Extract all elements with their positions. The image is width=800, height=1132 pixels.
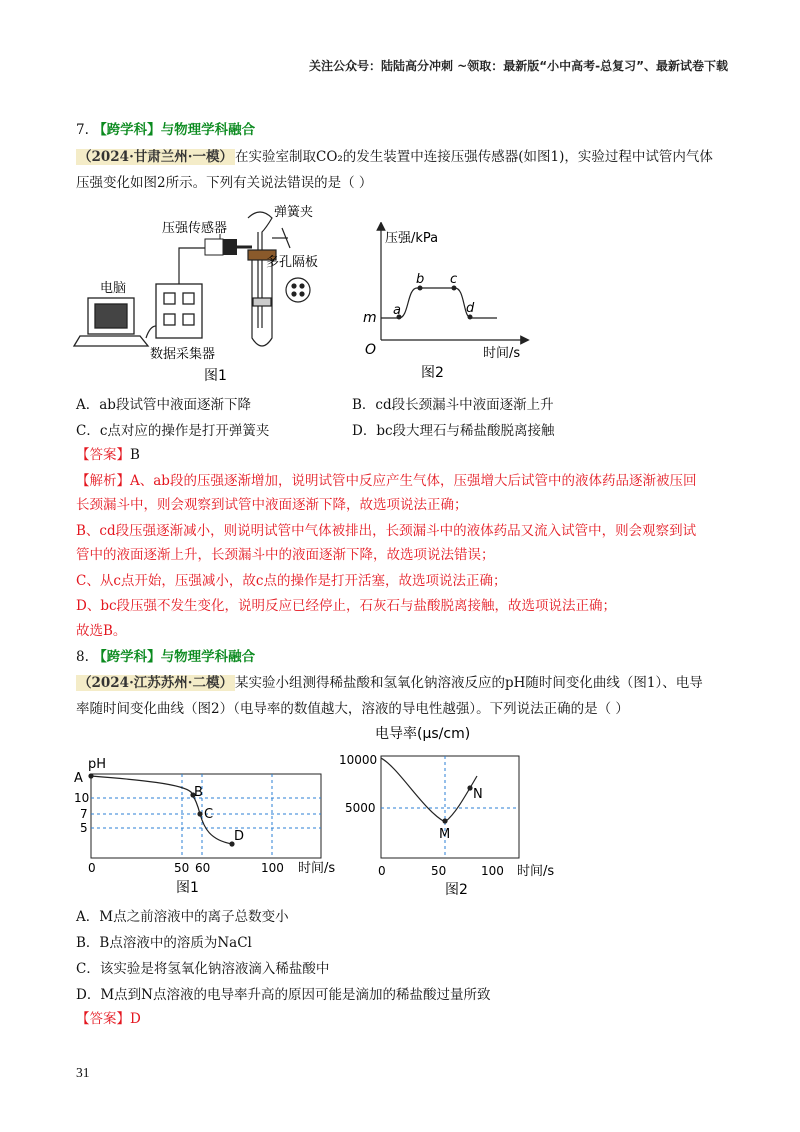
ph-xtick-100: 100 — [261, 861, 284, 875]
ph-ytick-5: 5 — [80, 821, 88, 835]
conductivity-gridlines — [381, 756, 519, 858]
conductivity-xtick-50: 50 — [431, 864, 447, 878]
q7-tag: 【跨学科】 — [93, 122, 161, 138]
q8-stem-text1: 某实验小组测得稀盐酸和氢氧化钠溶液反应的pH随时间变化曲线（图1）、电导 — [234, 675, 703, 691]
q7-stem-line2: 压强变化如图2所示。下列有关说法错误的是（ ） — [76, 175, 373, 191]
label-c: c — [450, 272, 458, 287]
q8-figure-2 — [335, 718, 565, 898]
data-collector-icon — [156, 284, 202, 338]
ph-xlabel: 时间/s — [298, 861, 336, 876]
clip-label: 弹簧夹 — [274, 205, 314, 220]
q7-fig2-caption: 图2 — [421, 365, 444, 381]
label-n: N — [473, 787, 483, 802]
q7-analysis-line2: 长颈漏斗中，则会观察到试管中液面逐渐下降，故选项说法正确； — [76, 497, 468, 513]
ph-xtick-60: 60 — [195, 861, 211, 875]
q7-fig2-ylabel: 压强/kPa — [385, 231, 439, 246]
q8-number: 8. — [76, 649, 89, 665]
q8-topic: 与物理学科融合 — [160, 649, 256, 665]
q7-option-b: B．cd段长颈漏斗中液面逐渐上升 — [352, 397, 554, 413]
q8-fig1-caption: 图1 — [176, 880, 199, 896]
q7-analysis-line6: D、bc段压强不发生变化，说明反应已经停止，石灰石与盐酸脱离接触，故选项说法正确； — [76, 598, 617, 614]
page-header: 关注公众号：陆陆高分冲刺 ~领取：最新版“小中高考-总复习”、最新试卷下载 — [309, 59, 728, 73]
q8-figure-1 — [72, 748, 347, 898]
q7-fig1-caption: 图1 — [204, 368, 227, 384]
q8-option-c: C．该实验是将氢氧化钠溶液滴入稀盐酸中 — [76, 961, 330, 977]
ph-xtick-50: 50 — [174, 861, 190, 875]
ph-point-a — [88, 773, 93, 778]
conductivity-xtick-100: 100 — [481, 864, 504, 878]
label-d: d — [466, 301, 475, 316]
computer-icon — [74, 298, 148, 346]
point-m — [442, 818, 447, 823]
q7-analysis-line7: 故选B。 — [76, 623, 127, 639]
q8-option-a: A．M点之前溶液中的离子总数变小 — [76, 909, 289, 925]
q8-tag: 【跨学科】 — [93, 649, 161, 665]
q7-option-d: D．bc段大理石与稀盐酸脱离接触 — [352, 423, 555, 439]
q7-analysis-line3: B、cd段压强逐渐减小，则说明试管中气体被排出，长颈漏斗中的液体药品又流入试管中，则会观察到试 — [76, 523, 697, 539]
q8-option-b: B．B点溶液中的溶质为NaCl — [76, 935, 252, 951]
q7-title — [76, 120, 255, 140]
computer-label: 电脑 — [100, 281, 127, 296]
ph-ytick-10: 10 — [74, 791, 90, 805]
conductivity-plot-frame — [381, 756, 519, 858]
origin-label: O — [365, 342, 377, 358]
ph-label-b: B — [194, 785, 203, 800]
m-label: m — [363, 310, 377, 326]
ph-point-c — [197, 811, 202, 816]
q8-answer-value: D — [130, 1011, 141, 1027]
q7-answer-label: 【答案】 — [76, 447, 130, 463]
q7-stem-text1: 在实验室制取CO₂的发生装置中连接压强传感器(如图1)，实验过程中试管内气体 — [234, 149, 713, 165]
sensor-label: 压强传感器 — [162, 221, 228, 236]
q8-answer-label: 【答案】 — [76, 1011, 130, 1027]
q7-answer-value: B — [130, 447, 140, 463]
test-tube-apparatus-icon — [248, 212, 310, 346]
conductivity-ytick-10000: 10000 — [339, 753, 378, 767]
ph-xtick-0: 0 — [88, 861, 96, 875]
q7-option-c: C．c点对应的操作是打开弹簧夹 — [76, 423, 270, 439]
point-n — [467, 785, 472, 790]
q7-figure-2 — [355, 222, 545, 382]
ph-label-d: D — [234, 829, 245, 844]
ph-label-a: A — [74, 771, 83, 786]
q7-analysis-line4: 管中的液面逐渐上升，长颈漏斗中的液面逐渐下降，故选项说法错误； — [76, 547, 495, 563]
q7-number: 7. — [76, 122, 89, 138]
conductivity-ylabel: 电导率(μs/cm) — [375, 726, 471, 742]
q7-analysis-line5: C、从c点开始，压强减小，故c点的操作是打开活塞，故选项说法正确； — [76, 573, 507, 589]
q7-fig2-xlabel: 时间/s — [483, 346, 521, 361]
ph-ytick-7: 7 — [80, 807, 88, 821]
conductivity-xlabel: 时间/s — [517, 864, 555, 879]
q8-option-d: D．M点到N点溶液的电导率升高的原因可能是滴加的稀盐酸过量所致 — [76, 987, 491, 1003]
collector-label: 数据采集器 — [150, 347, 216, 362]
label-a: a — [393, 303, 401, 318]
conductivity-curve — [381, 758, 477, 822]
q7-source: （2024·甘肃兰州·一模） — [78, 149, 233, 165]
q8-fig2-caption: 图2 — [445, 882, 468, 898]
label-b: b — [416, 272, 425, 287]
q7-stem-line1 — [76, 147, 713, 167]
q8-source: （2024·江苏苏州·二模） — [78, 675, 233, 691]
conductivity-ytick-5000: 5000 — [345, 801, 376, 815]
ph-ylabel: pH — [88, 757, 107, 772]
conductivity-xtick-0: 0 — [378, 864, 386, 878]
pressure-sensor-icon — [205, 239, 252, 255]
q8-stem-line1 — [76, 673, 703, 693]
plate-label: 多孔隔板 — [266, 255, 319, 270]
q7-figure-1 — [70, 198, 370, 388]
ph-label-c: C — [204, 807, 214, 822]
q7-topic: 与物理学科融合 — [160, 122, 256, 138]
label-m: M — [439, 827, 451, 842]
q7-analysis-line1: 【解析】A、ab段的压强逐渐增加，说明试管中反应产生气体，压强增大后试管中的液体药品逐渐被压回 — [76, 473, 697, 489]
page-number: 31 — [76, 1065, 90, 1080]
q8-title — [76, 647, 255, 667]
q8-answer — [76, 1009, 141, 1029]
q7-option-a: A．ab段试管中液面逐渐下降 — [76, 397, 251, 413]
q8-stem-line2: 率随时间变化曲线（图2）（电导率的数值越大，溶液的导电性越强）。下列说法正确的是（ ） — [76, 701, 629, 717]
q7-answer — [76, 445, 140, 465]
